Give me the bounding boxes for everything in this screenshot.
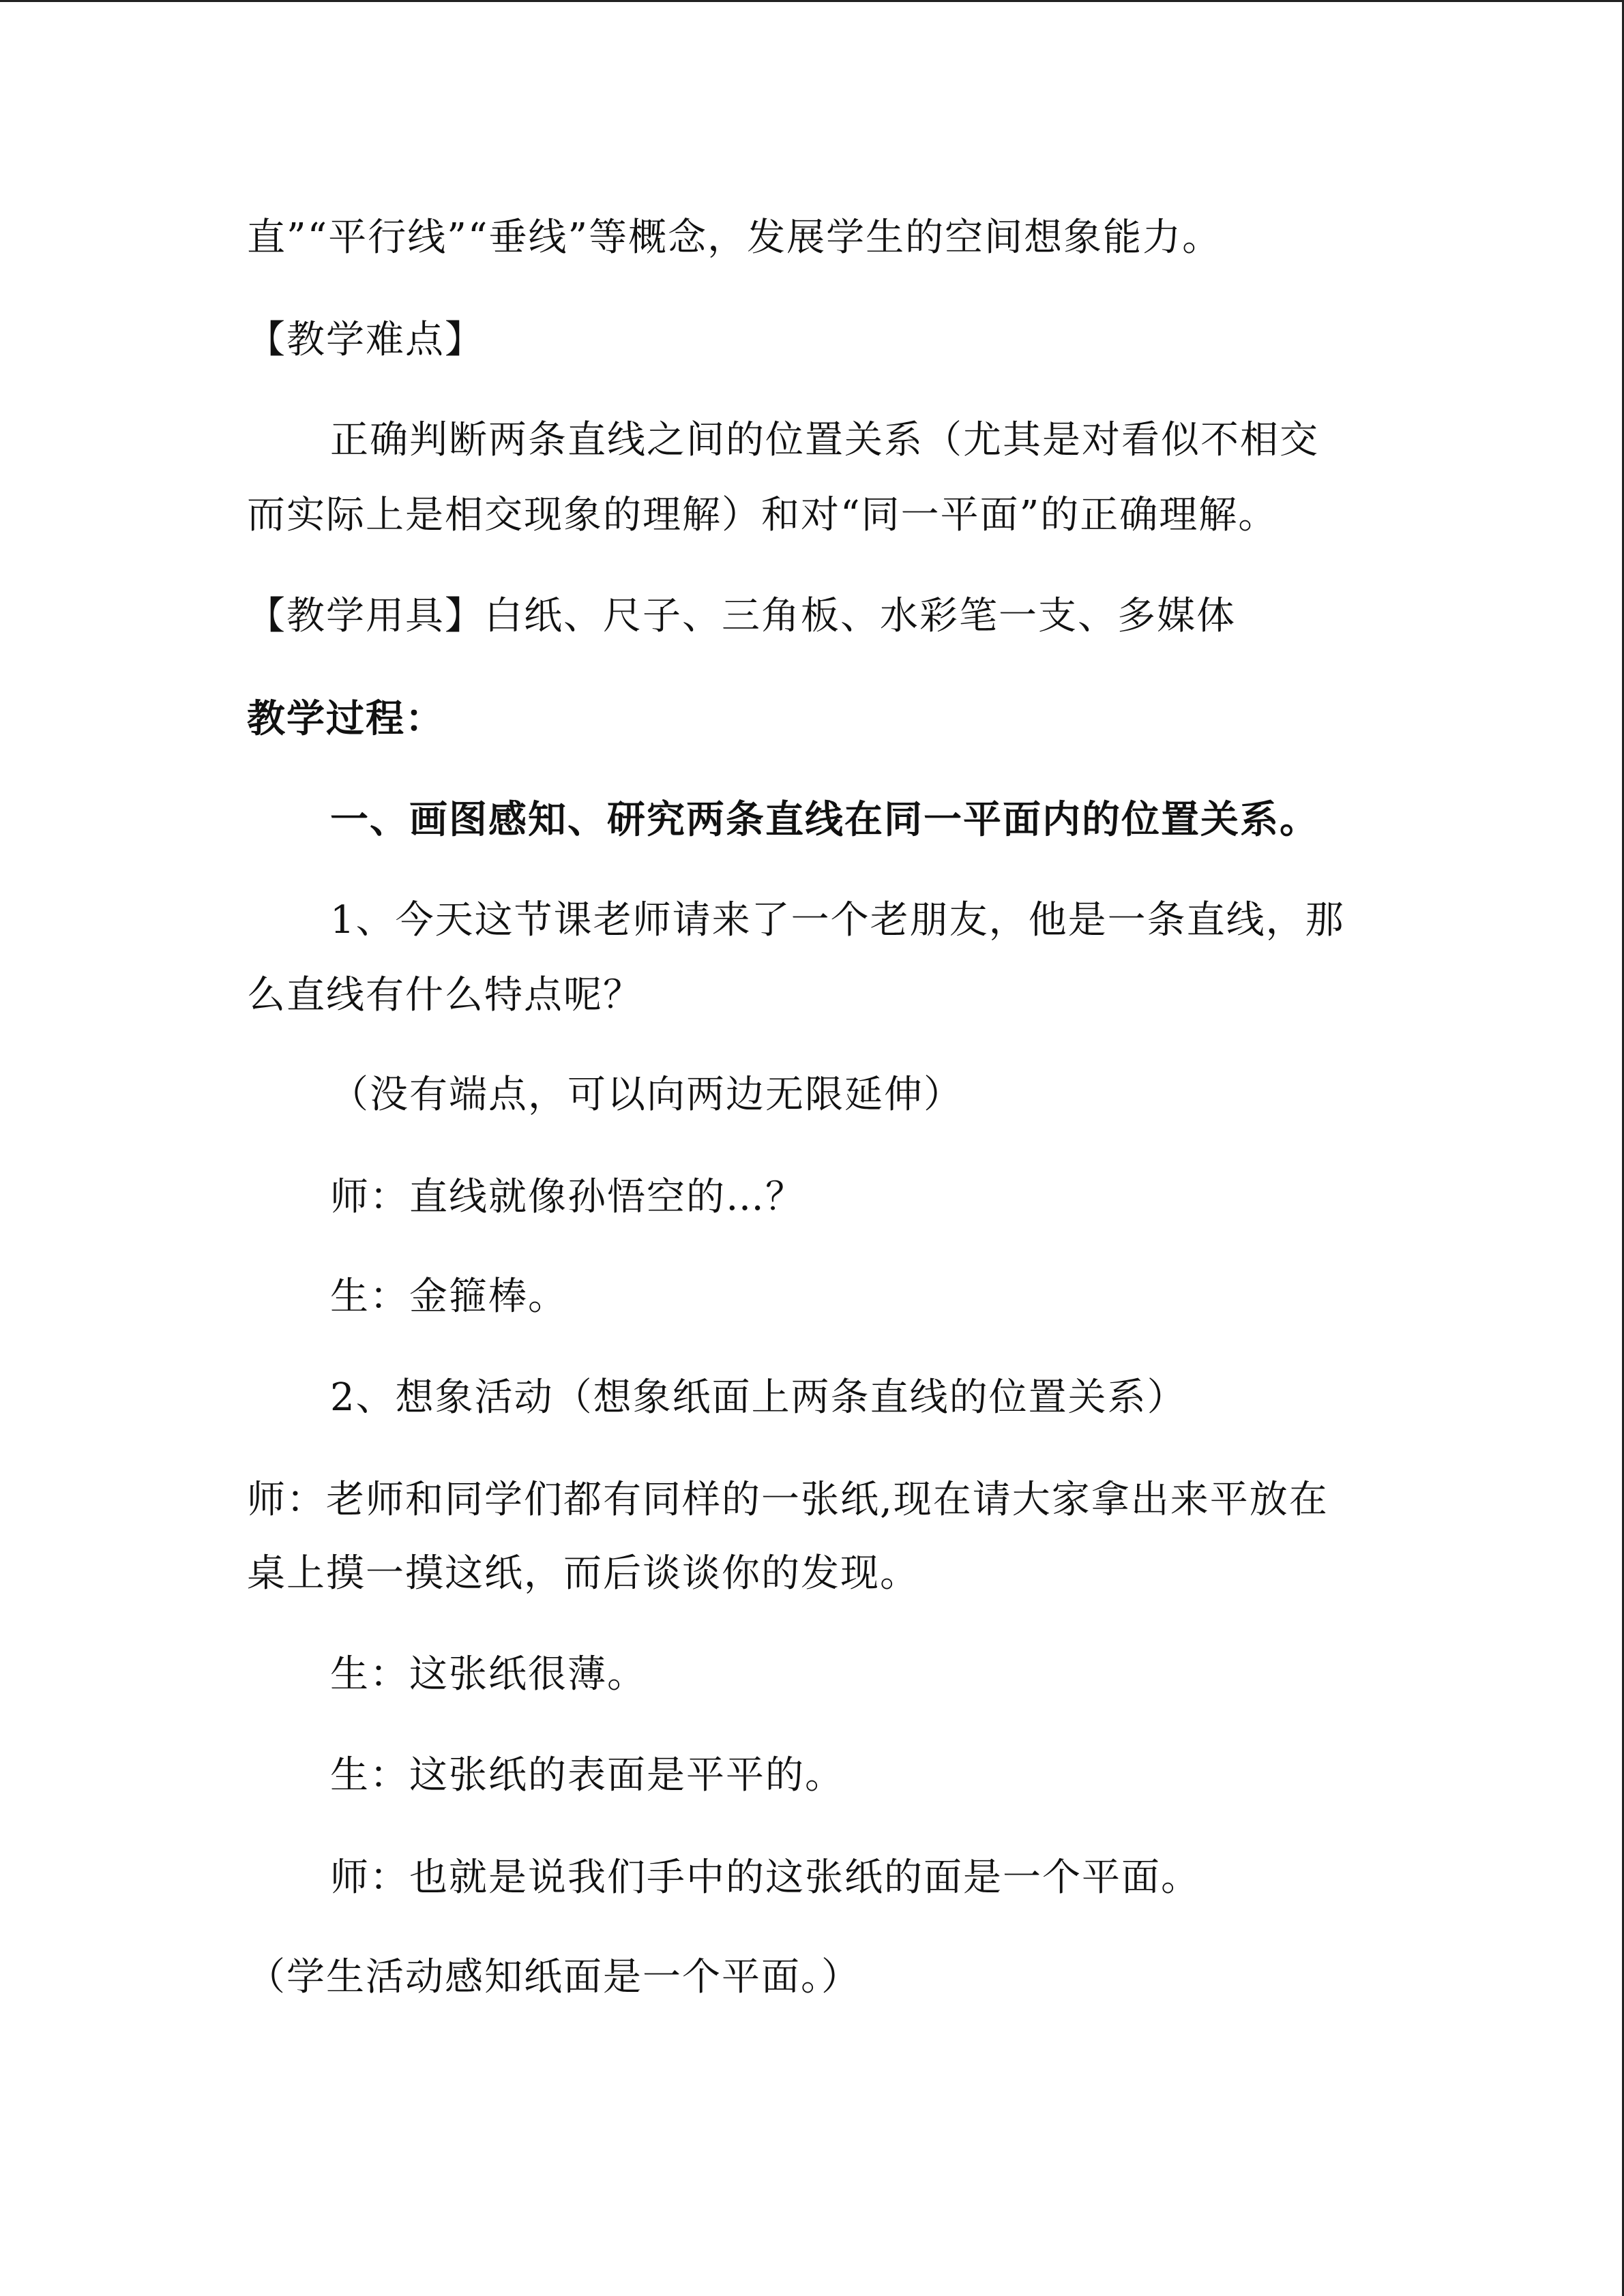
text-line-19: （学生活动感知纸面是一个平面。）: [247, 1955, 861, 1999]
heading-teaching-difficulty: 【教学难点】: [247, 318, 484, 362]
heading-teaching-tools: 【教学用具】白纸、尺子、三角板、水彩笔一支、多媒体: [247, 594, 1236, 638]
text-line-11: 师：直线就像孙悟空的…？: [330, 1175, 805, 1219]
text-line-1: 直”“平行线”“垂线”等概念，发展学生的空间想象能力。: [247, 215, 1222, 260]
text-line-3: 正确判断两条直线之间的位置关系（尤其是对看似不相交: [330, 418, 1319, 462]
text-line-15: 桌上摸一摸这纸，而后谈谈你的发现。: [247, 1551, 919, 1596]
heading-teaching-process: 教学过程：: [247, 696, 445, 741]
text-line-16: 生：这张纸很薄。: [330, 1652, 647, 1697]
text-line-4: 而实际上是相交现象的理解）和对“同一平面”的正确理解。: [247, 493, 1278, 537]
section-heading-1: 一、画图感知、研究两条直线在同一平面内的位置关系。: [330, 797, 1319, 842]
text-line-10: （没有端点，可以向两边无限延伸）: [330, 1073, 963, 1117]
text-line-12: 生：金箍棒。: [330, 1274, 567, 1319]
text-line-14: 师：老师和同学们都有同样的一张纸,现在请大家拿出来平放在: [247, 1478, 1329, 1522]
text-line-13: 2、想象活动（想象纸面上两条直线的位置关系）: [330, 1375, 1187, 1420]
text-line-17: 生：这张纸的表面是平平的。: [330, 1753, 844, 1798]
text-line-8: 1、今天这节课老师请来了一个老朋友，他是一条直线，那: [330, 898, 1345, 942]
text-line-9: 么直线有什么特点呢？: [247, 973, 643, 1017]
text-line-18: 师：也就是说我们手中的这张纸的面是一个平面。: [330, 1855, 1200, 1900]
